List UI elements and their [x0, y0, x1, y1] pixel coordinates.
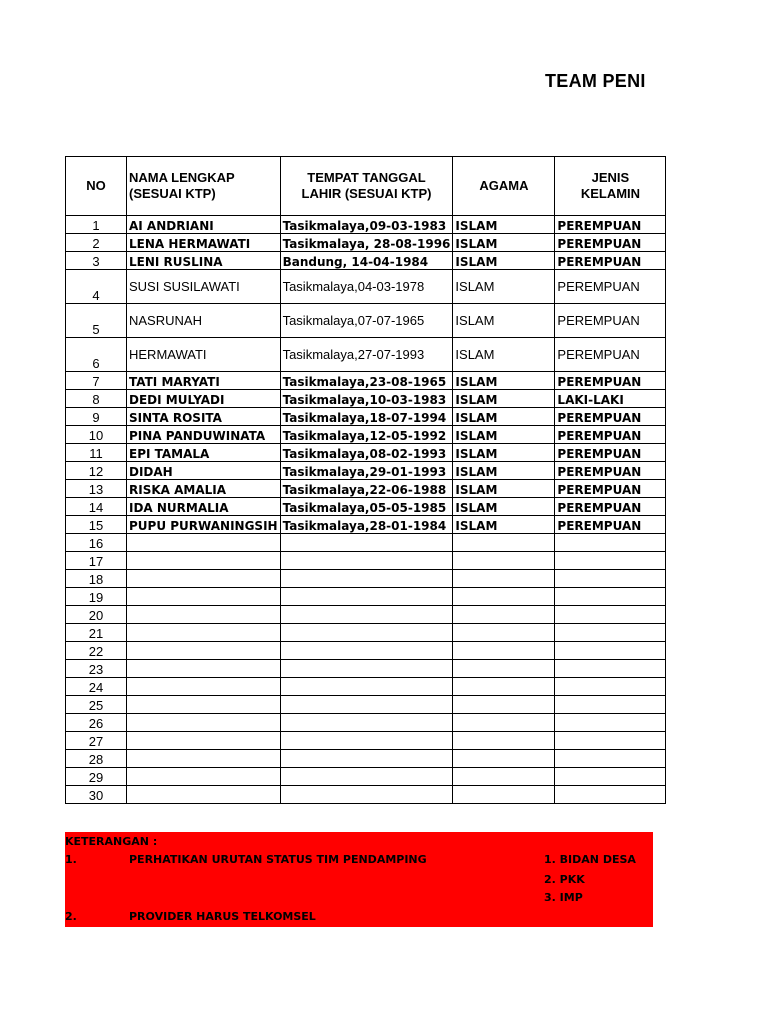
table-row — [66, 588, 666, 606]
row-ttl-cell — [280, 552, 453, 570]
table-row — [66, 252, 666, 270]
table-row — [66, 426, 666, 444]
row-number-cell: 6 — [66, 338, 127, 372]
row-number-cell: 25 — [66, 696, 127, 714]
row-agama-cell — [453, 534, 555, 552]
table-row — [66, 660, 666, 678]
keterangan-item2-text: PROVIDER HARUS TELKOMSEL — [129, 910, 316, 923]
row-agama-cell: ISLAM — [453, 338, 555, 372]
row-agama-cell: ISLAM — [453, 480, 555, 498]
header-agama: AGAMA — [453, 157, 555, 216]
row-number-cell: 23 — [66, 660, 127, 678]
row-number-cell: 16 — [66, 534, 127, 552]
table-row — [66, 516, 666, 534]
row-ttl-cell: Tasikmalaya,18-07-1994 — [280, 408, 453, 426]
row-ttl-cell — [280, 624, 453, 642]
row-agama-cell: ISLAM — [453, 462, 555, 480]
row-jenis-kelamin-cell: PEREMPUAN — [555, 304, 666, 338]
row-nama-cell: NASRUNAH — [127, 304, 281, 338]
row-nama-cell — [127, 534, 281, 552]
table-row — [66, 270, 666, 304]
row-ttl-cell — [280, 696, 453, 714]
row-agama-cell — [453, 678, 555, 696]
row-nama-cell — [127, 786, 281, 804]
row-nama-cell: SINTA ROSITA — [127, 408, 281, 426]
row-agama-cell — [453, 732, 555, 750]
row-agama-cell: ISLAM — [453, 498, 555, 516]
row-agama-cell: ISLAM — [453, 408, 555, 426]
row-agama-cell — [453, 588, 555, 606]
header-ttl-line2: LAHIR (SESUAI KTP) — [301, 186, 432, 201]
row-jenis-kelamin-cell: LAKI-LAKI — [555, 390, 666, 408]
row-agama-cell — [453, 786, 555, 804]
row-number-cell: 21 — [66, 624, 127, 642]
row-ttl-cell: Bandung, 14-04-1984 — [280, 252, 453, 270]
row-agama-cell: ISLAM — [453, 426, 555, 444]
row-number-cell: 18 — [66, 570, 127, 588]
table-row — [66, 444, 666, 462]
row-agama-cell: ISLAM — [453, 270, 555, 304]
row-ttl-cell — [280, 660, 453, 678]
row-ttl-cell: Tasikmalaya,04-03-1978 — [280, 270, 453, 304]
row-jenis-kelamin-cell — [555, 660, 666, 678]
table-row — [66, 498, 666, 516]
row-number-cell: 27 — [66, 732, 127, 750]
row-ttl-cell: Tasikmalaya,29-01-1993 — [280, 462, 453, 480]
row-jenis-kelamin-cell: PEREMPUAN — [555, 372, 666, 390]
header-jk-line1: JENIS — [591, 170, 630, 185]
row-jenis-kelamin-cell: PEREMPUAN — [555, 270, 666, 304]
row-nama-cell: LENA HERMAWATI — [127, 234, 281, 252]
row-nama-cell: HERMAWATI — [127, 338, 281, 372]
table-row — [66, 606, 666, 624]
row-number-cell: 28 — [66, 750, 127, 768]
row-jenis-kelamin-cell — [555, 624, 666, 642]
row-agama-cell: ISLAM — [453, 372, 555, 390]
row-agama-cell — [453, 624, 555, 642]
row-number-cell: 7 — [66, 372, 127, 390]
row-agama-cell — [453, 552, 555, 570]
keterangan-heading: KETERANGAN : — [65, 835, 158, 848]
row-number-cell: 2 — [66, 234, 127, 252]
row-jenis-kelamin-cell — [555, 552, 666, 570]
row-number-cell: 30 — [66, 786, 127, 804]
row-number-cell: 29 — [66, 768, 127, 786]
keterangan-item1-text: PERHATIKAN URUTAN STATUS TIM PENDAMPING — [129, 853, 427, 866]
row-nama-cell: LENI RUSLINA — [127, 252, 281, 270]
row-jenis-kelamin-cell — [555, 714, 666, 732]
row-nama-cell — [127, 732, 281, 750]
row-ttl-cell: Tasikmalaya,28-01-1984 — [280, 516, 453, 534]
row-number-cell: 9 — [66, 408, 127, 426]
row-jenis-kelamin-cell — [555, 768, 666, 786]
row-nama-cell — [127, 696, 281, 714]
row-ttl-cell: Tasikmalaya,10-03-1983 — [280, 390, 453, 408]
row-agama-cell — [453, 660, 555, 678]
header-nama-line1: NAMA LENGKAP — [129, 170, 235, 185]
row-ttl-cell: Tasikmalaya,23-08-1965 — [280, 372, 453, 390]
table-row — [66, 338, 666, 372]
row-jenis-kelamin-cell: PEREMPUAN — [555, 234, 666, 252]
row-jenis-kelamin-cell: PEREMPUAN — [555, 462, 666, 480]
row-nama-cell — [127, 570, 281, 588]
row-ttl-cell — [280, 750, 453, 768]
header-ttl-line1: TEMPAT TANGGAL — [307, 170, 426, 185]
row-nama-cell: AI ANDRIANI — [127, 216, 281, 234]
row-number-cell: 11 — [66, 444, 127, 462]
row-agama-cell: ISLAM — [453, 304, 555, 338]
row-number-cell: 22 — [66, 642, 127, 660]
table-row — [66, 714, 666, 732]
table-row — [66, 408, 666, 426]
row-jenis-kelamin-cell: PEREMPUAN — [555, 516, 666, 534]
row-number-cell: 1 — [66, 216, 127, 234]
row-agama-cell — [453, 750, 555, 768]
row-nama-cell: EPI TAMALA — [127, 444, 281, 462]
table-row — [66, 234, 666, 252]
table-row — [66, 678, 666, 696]
keterangan-box — [65, 832, 653, 927]
row-ttl-cell: Tasikmalaya,08-02-1993 — [280, 444, 453, 462]
row-nama-cell — [127, 606, 281, 624]
row-nama-cell — [127, 552, 281, 570]
row-jenis-kelamin-cell: PEREMPUAN — [555, 338, 666, 372]
data-table — [65, 156, 666, 804]
row-jenis-kelamin-cell — [555, 678, 666, 696]
row-agama-cell — [453, 714, 555, 732]
table-row — [66, 534, 666, 552]
row-nama-cell — [127, 642, 281, 660]
row-jenis-kelamin-cell: PEREMPUAN — [555, 426, 666, 444]
row-ttl-cell: Tasikmalaya,09-03-1983 — [280, 216, 453, 234]
row-agama-cell: ISLAM — [453, 216, 555, 234]
table-row — [66, 786, 666, 804]
row-agama-cell — [453, 570, 555, 588]
row-ttl-cell — [280, 678, 453, 696]
table-row — [66, 552, 666, 570]
header-no: NO — [66, 157, 127, 216]
row-ttl-cell: Tasikmalaya, 28-08-1996 — [280, 234, 453, 252]
keterangan-item1-list-1: 1. BIDAN DESA — [544, 853, 636, 866]
row-jenis-kelamin-cell: PEREMPUAN — [555, 408, 666, 426]
row-jenis-kelamin-cell — [555, 534, 666, 552]
row-ttl-cell — [280, 534, 453, 552]
row-number-cell: 3 — [66, 252, 127, 270]
table-row — [66, 750, 666, 768]
row-jenis-kelamin-cell — [555, 696, 666, 714]
row-jenis-kelamin-cell: PEREMPUAN — [555, 216, 666, 234]
row-number-cell: 17 — [66, 552, 127, 570]
table-row — [66, 216, 666, 234]
row-number-cell: 15 — [66, 516, 127, 534]
row-number-cell: 12 — [66, 462, 127, 480]
row-jenis-kelamin-cell: PEREMPUAN — [555, 498, 666, 516]
row-ttl-cell: Tasikmalaya,27-07-1993 — [280, 338, 453, 372]
row-number-cell: 8 — [66, 390, 127, 408]
row-jenis-kelamin-cell — [555, 732, 666, 750]
row-ttl-cell — [280, 786, 453, 804]
row-nama-cell — [127, 678, 281, 696]
row-ttl-cell — [280, 714, 453, 732]
row-nama-cell: DEDI MULYADI — [127, 390, 281, 408]
table-row — [66, 372, 666, 390]
row-nama-cell: PUPU PURWANINGSIH — [127, 516, 281, 534]
table-row — [66, 624, 666, 642]
row-number-cell: 10 — [66, 426, 127, 444]
row-agama-cell: ISLAM — [453, 444, 555, 462]
table-row — [66, 768, 666, 786]
row-ttl-cell — [280, 642, 453, 660]
row-jenis-kelamin-cell — [555, 786, 666, 804]
row-number-cell: 19 — [66, 588, 127, 606]
row-jenis-kelamin-cell: PEREMPUAN — [555, 444, 666, 462]
row-ttl-cell — [280, 570, 453, 588]
row-number-cell: 24 — [66, 678, 127, 696]
row-ttl-cell — [280, 768, 453, 786]
row-agama-cell — [453, 642, 555, 660]
table-row — [66, 390, 666, 408]
table-row — [66, 462, 666, 480]
row-ttl-cell — [280, 606, 453, 624]
header-ttl — [280, 157, 453, 216]
keterangan-item1-number: 1. — [65, 853, 77, 866]
header-jenis-kelamin — [555, 157, 666, 216]
row-agama-cell: ISLAM — [453, 252, 555, 270]
row-agama-cell — [453, 768, 555, 786]
row-number-cell: 20 — [66, 606, 127, 624]
header-nama-line2: (SESUAI KTP) — [129, 186, 216, 201]
row-jenis-kelamin-cell — [555, 588, 666, 606]
row-agama-cell: ISLAM — [453, 234, 555, 252]
row-ttl-cell: Tasikmalaya,22-06-1988 — [280, 480, 453, 498]
row-agama-cell: ISLAM — [453, 390, 555, 408]
table-row — [66, 732, 666, 750]
row-agama-cell — [453, 606, 555, 624]
keterangan-item1-list-3: 3. IMP — [544, 891, 583, 904]
row-number-cell: 13 — [66, 480, 127, 498]
table-row — [66, 696, 666, 714]
table-row — [66, 304, 666, 338]
row-nama-cell — [127, 714, 281, 732]
table-row — [66, 480, 666, 498]
row-jenis-kelamin-cell — [555, 570, 666, 588]
row-ttl-cell: Tasikmalaya,05-05-1985 — [280, 498, 453, 516]
row-nama-cell: IDA NURMALIA — [127, 498, 281, 516]
table-row — [66, 642, 666, 660]
row-nama-cell — [127, 624, 281, 642]
row-jenis-kelamin-cell — [555, 642, 666, 660]
header-jk-line2: KELAMIN — [580, 186, 641, 201]
row-jenis-kelamin-cell — [555, 606, 666, 624]
row-nama-cell: DIDAH — [127, 462, 281, 480]
table-row — [66, 570, 666, 588]
row-ttl-cell — [280, 588, 453, 606]
row-jenis-kelamin-cell: PEREMPUAN — [555, 252, 666, 270]
row-nama-cell: SUSI SUSILAWATI — [127, 270, 281, 304]
row-nama-cell: TATI MARYATI — [127, 372, 281, 390]
row-ttl-cell: Tasikmalaya,12-05-1992 — [280, 426, 453, 444]
row-number-cell: 5 — [66, 304, 127, 338]
row-agama-cell: ISLAM — [453, 516, 555, 534]
row-nama-cell: RISKA AMALIA — [127, 480, 281, 498]
keterangan-item1-list-2: 2. PKK — [544, 873, 585, 886]
header-nama — [127, 157, 281, 216]
row-nama-cell — [127, 660, 281, 678]
row-agama-cell — [453, 696, 555, 714]
row-number-cell: 26 — [66, 714, 127, 732]
row-number-cell: 4 — [66, 270, 127, 304]
keterangan-item2-number: 2. — [65, 910, 77, 923]
row-nama-cell — [127, 768, 281, 786]
table-header-row — [66, 157, 666, 216]
page-title: TEAM PENI — [545, 71, 646, 91]
row-number-cell: 14 — [66, 498, 127, 516]
row-jenis-kelamin-cell — [555, 750, 666, 768]
row-jenis-kelamin-cell: PEREMPUAN — [555, 480, 666, 498]
row-nama-cell: PINA PANDUWINATA — [127, 426, 281, 444]
row-nama-cell — [127, 588, 281, 606]
row-ttl-cell — [280, 732, 453, 750]
row-nama-cell — [127, 750, 281, 768]
row-ttl-cell: Tasikmalaya,07-07-1965 — [280, 304, 453, 338]
